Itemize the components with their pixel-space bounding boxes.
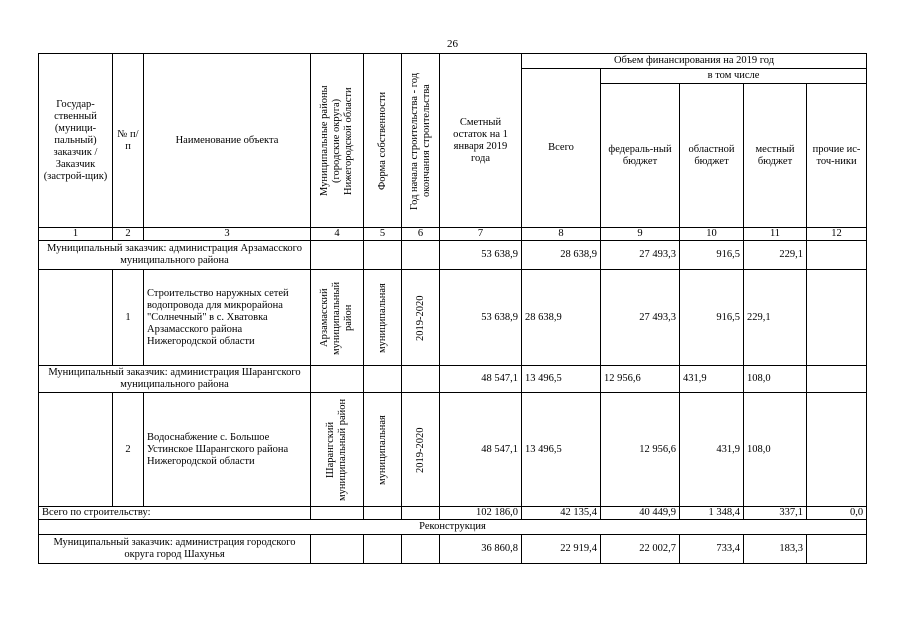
other-value: 0,0 <box>807 507 867 520</box>
column-number: 3 <box>144 228 311 241</box>
district-cell <box>311 270 364 366</box>
local-value: 229,1 <box>744 270 807 366</box>
estimate-value: 53 638,9 <box>440 241 522 270</box>
federal-value: 40 449,9 <box>601 507 680 520</box>
district-cell <box>311 393 364 507</box>
header-object-name: Наименование объекта <box>144 54 311 228</box>
object-number: 1 <box>113 270 144 366</box>
total-value: 28 638,9 <box>522 270 601 366</box>
local-value: 229,1 <box>744 241 807 270</box>
district-name: Арзамасский муниципальный район <box>319 280 354 355</box>
regional-value: 916,5 <box>680 241 744 270</box>
total-value: 13 496,5 <box>522 393 601 507</box>
regional-value: 1 348,4 <box>680 507 744 520</box>
header-years: Год начала строительства - год окончания строительства <box>408 71 432 210</box>
financing-table <box>38 53 867 564</box>
header-districts-cell <box>311 54 364 228</box>
ownership-value: муниципальная <box>376 414 388 485</box>
federal-value: 12 956,6 <box>601 366 680 393</box>
header-federal: федераль-ный бюджет <box>601 84 680 228</box>
column-number: 2 <box>113 228 144 241</box>
grand-total-label: Всего по строительству: <box>39 507 311 520</box>
page-number: 26 <box>447 38 458 50</box>
section-title: Реконструкция <box>39 520 867 535</box>
customer-name: Муниципальный заказчик: администрация Арзамасского муниципального района <box>39 241 311 270</box>
customer-name: Муниципальный заказчик: администрация городского округа город Шахунья <box>39 535 311 564</box>
header-districts: Муниципальные районы (городские округа) Нижегородской области <box>319 85 354 196</box>
years-cell <box>402 393 440 507</box>
header-ownership: Форма собственности <box>376 91 388 190</box>
column-number: 12 <box>807 228 867 241</box>
column-number: 4 <box>311 228 364 241</box>
column-number: 1 <box>39 228 113 241</box>
local-value: 183,3 <box>744 535 807 564</box>
header-total: Всего <box>522 69 601 228</box>
table-row <box>39 507 867 520</box>
column-number: 5 <box>364 228 402 241</box>
regional-value: 431,9 <box>680 366 744 393</box>
header-regional: областной бюджет <box>680 84 744 228</box>
total-value: 13 496,5 <box>522 366 601 393</box>
estimate-value: 48 547,1 <box>440 393 522 507</box>
estimate-value: 102 186,0 <box>440 507 522 520</box>
section-row <box>39 520 867 535</box>
local-value: 108,0 <box>744 366 807 393</box>
ownership-cell <box>364 393 402 507</box>
years-value: 2019-2020 <box>414 426 426 473</box>
customer-name: Муниципальный заказчик: администрация Шарангского муниципального района <box>39 366 311 393</box>
object-number: 2 <box>113 393 144 507</box>
federal-value: 12 956,6 <box>601 393 680 507</box>
estimate-value: 53 638,9 <box>440 270 522 366</box>
federal-value: 22 002,7 <box>601 535 680 564</box>
column-number: 10 <box>680 228 744 241</box>
object-name: Строительство наружных сетей водопровода для микрорайона "Солнечный" в с. Хватовка Арзамасского района Нижегородской области <box>144 270 311 366</box>
header-including: в том числе <box>601 69 867 84</box>
regional-value: 431,9 <box>680 393 744 507</box>
district-name: Шарангский муниципальный район <box>325 398 348 501</box>
header-local: местный бюджет <box>744 84 807 228</box>
header-estimate: Сметный остаток на 1 января 2019 года <box>440 54 522 228</box>
column-number: 8 <box>522 228 601 241</box>
column-number: 9 <box>601 228 680 241</box>
header-other: прочие ис-точ-ники <box>807 84 867 228</box>
estimate-value: 48 547,1 <box>440 366 522 393</box>
years-cell <box>402 270 440 366</box>
estimate-value: 36 860,8 <box>440 535 522 564</box>
table-row <box>39 241 867 270</box>
local-value: 337,1 <box>744 507 807 520</box>
regional-value: 916,5 <box>680 270 744 366</box>
header-number: № п/п <box>113 54 144 228</box>
header-financing: Объем финансирования на 2019 год <box>522 54 867 69</box>
column-number: 7 <box>440 228 522 241</box>
table-row <box>39 366 867 393</box>
local-value: 108,0 <box>744 393 807 507</box>
header-years-cell <box>402 54 440 228</box>
total-value: 42 135,4 <box>522 507 601 520</box>
regional-value: 733,4 <box>680 535 744 564</box>
column-number: 11 <box>744 228 807 241</box>
ownership-cell <box>364 270 402 366</box>
table-row <box>39 270 867 366</box>
years-value: 2019-2020 <box>414 294 426 341</box>
object-name: Водоснабжение с. Большое Устинское Шарангского района Нижегородской области <box>144 393 311 507</box>
ownership-value: муниципальная <box>376 282 388 353</box>
table-row <box>39 535 867 564</box>
total-value: 22 919,4 <box>522 535 601 564</box>
federal-value: 27 493,3 <box>601 270 680 366</box>
table-row <box>39 393 867 507</box>
total-value: 28 638,9 <box>522 241 601 270</box>
column-numbers-row <box>39 228 867 241</box>
column-number: 6 <box>402 228 440 241</box>
header-customer: Государ-ственный (муници-пальный) заказчик / Заказчик (застрой-щик) <box>39 54 113 228</box>
federal-value: 27 493,3 <box>601 241 680 270</box>
header-ownership-cell <box>364 54 402 228</box>
